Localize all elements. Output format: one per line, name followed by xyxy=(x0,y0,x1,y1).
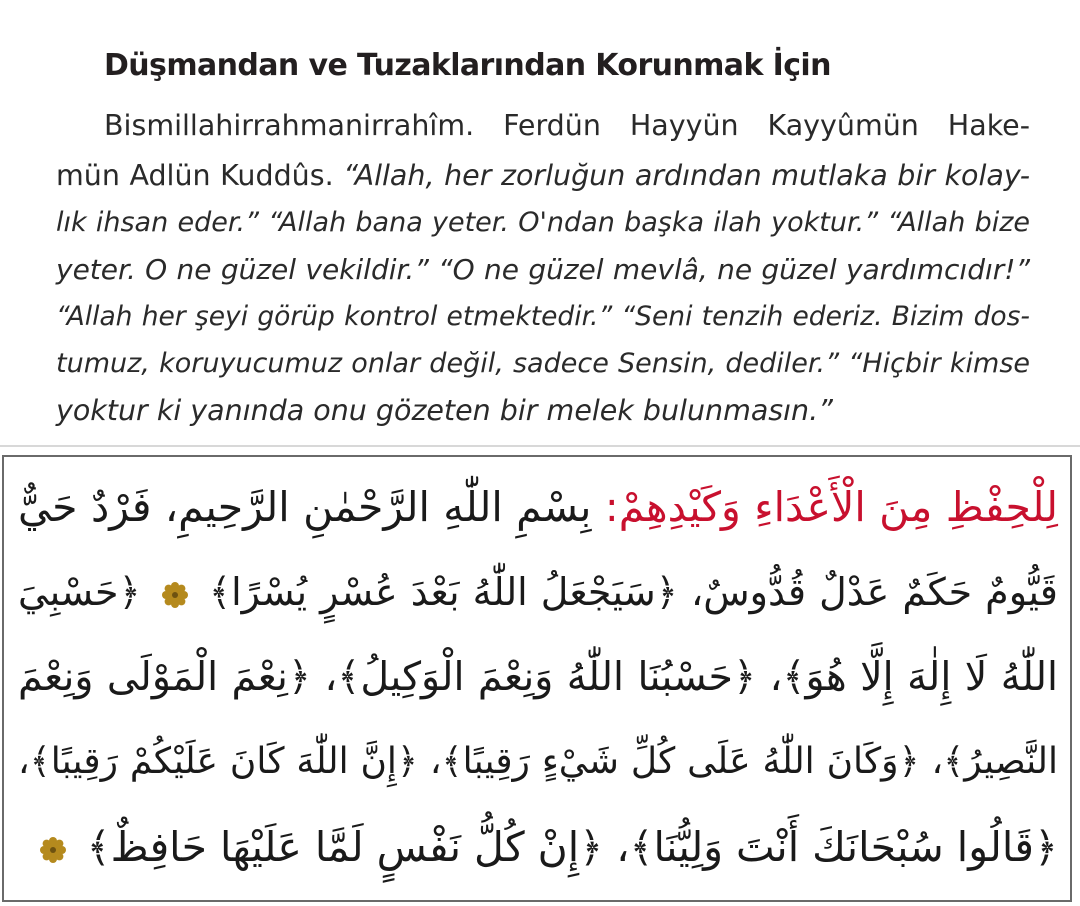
quote-segment: “Allah, her zorluğun ardından mutlaka bir kolay- xyxy=(343,159,1030,192)
arabic-line xyxy=(18,635,1058,719)
arabic-text-segment: ﴿حَسْبِيَ xyxy=(18,570,141,614)
arabic-line xyxy=(18,550,1058,634)
arabic-text-panel xyxy=(2,455,1072,902)
arabic-text-segment: اللّٰهُ لَا إِلٰهَ إِلَّا هُوَ﴾، ﴿حَسْبُنَا اللّٰهُ وَنِعْمَ الْوَكِيلُ﴾، ﴿نِعْمَ الْمَوْلَى وَنِعْمَ xyxy=(18,654,1058,700)
text-line xyxy=(56,388,1030,434)
arabic-line xyxy=(18,465,1058,549)
text-line xyxy=(56,153,1030,199)
arabic-text-segment: النَّصِيرُ﴾، ﴿وَكَانَ اللّٰهُ عَلَى كُلِّ شَيْءٍ رَقِيبًا﴾، ﴿إِنَّ اللّٰهَ كَانَ عَلَيْكُمْ رَقِيبًا﴾، xyxy=(18,741,1058,782)
arabic-line xyxy=(18,720,1058,804)
text-line xyxy=(56,294,1030,340)
turkish-text-panel xyxy=(0,0,1080,445)
quote-segment: lık ihsan eder.” “Allah bana yeter. O'ndan başka ilah yoktur.” “Allah bize xyxy=(56,207,1030,238)
quote-segment: “Allah her şeyi görüp kontrol etmektedir.” “Seni tenzih ederiz. Bizim dos- xyxy=(56,301,1030,332)
text-line xyxy=(56,341,1030,387)
text-segment: mün Adlün Kuddûs. xyxy=(56,159,344,192)
arabic-text-segment: ﴿قَالُوا سُبْحَانَكَ أَنْتَ وَلِيُّنَا﴾، ﴿إِنْ كُلُّ نَفْسٍ لَمَّا عَلَيْهَا حَافِظٌ﴾ xyxy=(86,823,1058,871)
text-segment: Bismillahirrahmanirrahîm. Ferdün Hayyün Kayyûmün Hake- xyxy=(104,109,1030,142)
quote-segment: yeter. O ne güzel vekildir.” “O ne güzel mevlâ, ne güzel yardımcıdır!” xyxy=(56,253,1030,286)
quote-segment: tumuz, koruyucumuz onlar değil, sadece Sensin, dediler.” “Hiçbir kimse xyxy=(56,348,1030,379)
arabic-text-segment: بِسْمِ اللّٰهِ الرَّحْمٰنِ الرَّحِيمِ، فَرْدٌ حَيٌّ xyxy=(18,483,592,531)
section-title: Düşmandan ve Tuzaklarından Korunmak İçin xyxy=(104,48,831,83)
text-line xyxy=(104,103,1030,149)
rosette-icon xyxy=(40,837,66,863)
quote-segment: yoktur ki yanında onu gözeten bir melek bulunmasın.” xyxy=(56,394,833,427)
rosette-icon xyxy=(162,582,188,608)
text-line xyxy=(56,247,1030,293)
arabic-line xyxy=(18,805,1058,889)
text-line xyxy=(56,200,1030,246)
panel-divider xyxy=(0,445,1080,447)
arabic-text-segment: قَيُّومٌ حَكَمٌ عَدْلٌ قُدُّوسٌ، ﴿سَيَجْعَلُ اللّٰهُ بَعْدَ عُسْرٍ يُسْرًا﴾ xyxy=(208,570,1058,614)
arabic-heading: لِلْحِفْظِ مِنَ الْأَعْدَاءِ وَكَيْدِهِمْ: xyxy=(604,483,1058,531)
